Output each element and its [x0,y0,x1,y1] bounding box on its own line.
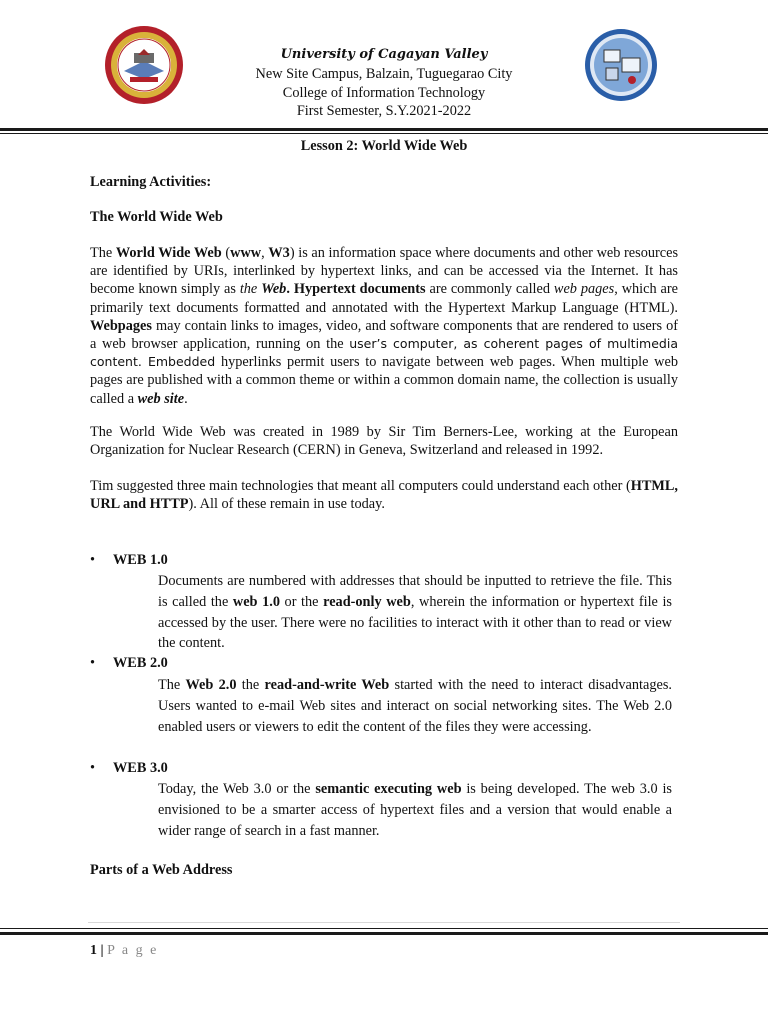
college-name: College of Information Technology [282,85,486,101]
bullet-body-web1: Documents are numbered with addresses that should be inputted to retrieve the file. This is called the web 1.0 or the read-only web, wherein the information or hypertext file is accessed by the user. There were no facilities to interact with it other than to read or view the content. [158,573,673,652]
header-rule-thick [0,128,768,131]
page-footer: 1 | P a g e [90,943,159,958]
paragraph-www-intro: The World Wide Web (www, W3) is an information space where documents and other web resources are identified by URIs, interlinked by hypertext links, and can be accessed via the Internet. It has become known simply as the Web. Hypertext documents are commonly called web pages, which are primarily text documents formatted and annotated with the Hypertext Markup Language (HTML). Webpages may contain links to images, video, and software components that are rendered to users of a web browser application, running on the user’s computer, as coherent pages of multimedia content. Embedded hyperlinks permit users to navigate between web pages. When multiple web pages are published with a common theme or within a common domain name, the collection is usually called a web site. [90,245,679,407]
footer-rule-thick [0,932,768,935]
lesson-title: Lesson 2: World Wide Web [300,138,468,154]
college-it-logo [584,28,658,102]
paragraph-www-history: The World Wide Web was created in 1989 by Sir Tim Berners-Lee, working at the European Organization for Nuclear Research (CERN) in Geneva, Switzerland and released in 1992. [90,424,678,459]
bullet-title-web1: WEB 1.0 [113,552,168,568]
campus-address: New Site Campus, Balzain, Tuguegarao City [255,66,513,82]
bullet-body-web2: The Web 2.0 the read-and-write Web started with the need to interact disadvantages. Users wanted to e-mail Web sites and interact on social networking sites. The Web 2.0 enabled users or viewers to edit the content of the files they were accessing. [158,677,672,735]
university-seal-logo [104,25,184,105]
section-heading: The World Wide Web [90,209,223,225]
bullet-title-web3: WEB 3.0 [113,760,168,776]
page-word: P a g e [107,943,159,958]
bullet-body-web3: Today, the Web 3.0 or the semantic executing web is being developed. The web 3.0 is envisioned to be a smarter access of hypertext files and a version that would enable a wider range of search in a fast manner. [158,781,672,839]
parts-of-web-address-heading: Parts of a Web Address [90,862,233,878]
learning-activities-heading: Learning Activities: [90,174,212,190]
footer-faint-rule [88,922,680,923]
header-rule-thin [0,133,768,134]
semester-line: First Semester, S.Y.2021-2022 [296,103,472,119]
bullet-title-web2: WEB 2.0 [113,655,168,671]
bullet-marker: • [90,760,96,776]
paragraph-three-technologies: Tim suggested three main technologies that meant all computers could understand each other (HTML, URL and HTTP). All of these remain in use today. [90,478,678,513]
footer-rule-thin [0,928,768,929]
bullet-marker: • [90,655,96,671]
bullet-marker: • [90,552,96,568]
page-number: 1 [90,943,97,958]
university-name: University of Cagayan Valley [280,47,488,62]
